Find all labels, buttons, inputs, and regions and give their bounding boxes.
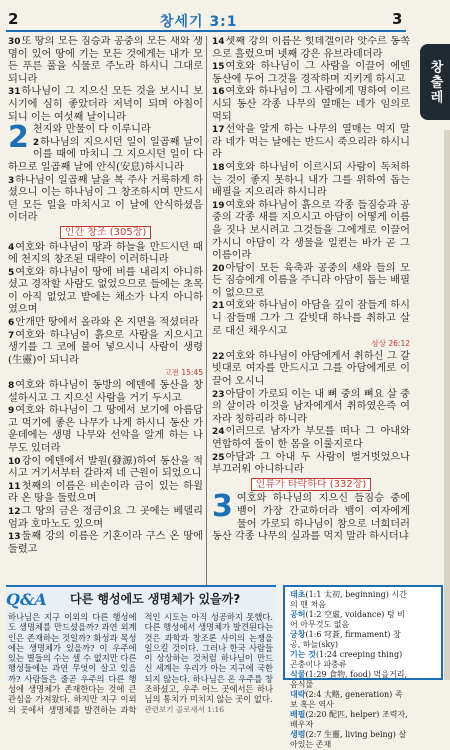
verse [212, 200, 410, 263]
section-heading [8, 227, 203, 240]
glossary-list [290, 590, 410, 750]
section-heading-text: 인간 창조 (305장) [60, 226, 152, 239]
glossary-entry [290, 630, 410, 650]
glossary-definition: (2:20 配匹, helper) 조력자, 배우자 [290, 710, 408, 729]
verse [212, 300, 410, 338]
verse-text: 안개만 땅에서 올라와 온 지면을 적셨더라 [15, 317, 199, 329]
verse-text: 그 땅의 금은 정금이요 그 곳에는 베델리엄과 호마노도 있으며 [8, 505, 203, 530]
verse-text: 여호와 하나님이 이르시되 사람이 독처하는 것이 좋지 못하니 내가 그를 위하여 돕는 배필을 지으리라 하시니라 [212, 161, 410, 199]
verse-number: 10 [8, 456, 21, 467]
cross-reference: 고전 15:45 [164, 368, 203, 378]
verse-number: 12 [8, 506, 21, 517]
verse-number: 13 [8, 532, 21, 543]
page-edge [444, 130, 450, 680]
verse-text: 여호와 하나님의 지으신 들짐승 중에 뱀이 가장 간교하더라 뱀이 여자에게 물어 가로되 하나님이 참으로 너희더러 동산 각종 나무의 실과를 먹지 말라 하시더냐 [212, 493, 410, 543]
verse-number: 16 [212, 87, 225, 98]
verse-number: 9 [8, 406, 15, 417]
chapter-number: 3 [212, 489, 233, 525]
glossary-definition: (1:24 creeping thing) 곤충이나 파충류 [290, 650, 403, 669]
glossary-entry [290, 690, 410, 710]
verse-number: 21 [212, 301, 225, 312]
verse-number: 2 [32, 137, 40, 148]
verse-number: 4 [8, 242, 15, 253]
verse-number: 15 [212, 62, 225, 73]
verse-number: 6 [8, 318, 15, 329]
glossary-term: 배필 [290, 710, 306, 719]
qa-body-text: 하나님은 지구 이외의 다른 행성에도 생명체를 만드셨을까? 과연 외계인은 존재하는 것일까? 화성과 목성에는 생명체가 있을까? 이 우주에 있는 별들의 수는 셀 수 없지만 다른 행성들에는 과연 무엇이 살고 있을까? 사람들은 줄곧 우주의 다른 행성에 생명체가 존재한다는 것에 큰 관심을 가져왔다. 하지만 지구 이외의 곳에서 생명체를 발견하는 과학적인 시도는 아직 성공하지 못했다. 다른 행성에서 생명체가 발견된다는 것은 과학과 창조론 사이의 논쟁을 일으킬 것이다. 그러나 한국 사람들이 상상하는 것처럼 하나님이 만드신 세계는 우리가 아는 지구에 국한되지 않는다. 하나님은 온 우주를 창조하셨고, 우주 어느 곳에서든 하나님의 통치가 미치지 않는 곳이 없다. [8, 612, 273, 715]
verse [212, 61, 410, 86]
verse-text: 하나님의 지으시던 일이 일곱째 날이 이를 때에 마치니 그 지으시던 일이 다하므로 일곱째 날에 안식(安息)하시니라 [8, 136, 203, 173]
verse-text: 강이 에덴에서 발원(發源)하여 동산을 적시고 거기서부터 갈라져 네 근원이 되었으니 [8, 455, 203, 480]
verse-text: 여호와 하나님이 아담에게서 취하신 그 갈빗대로 여자를 만드시고 그를 아담에게로 이끌어 오시니 [212, 350, 410, 388]
verse-text: 아담과 그 아내 두 사람이 벌거벗었으나 부끄러워 아니하니라 [212, 451, 410, 476]
verse [212, 351, 410, 389]
verse [212, 489, 410, 543]
verse-text: 여호와 하나님이 그 땅에서 보기에 아름답고 먹기에 좋은 나무가 나게 하시니 동산 가운데에는 생명 나무와 선악을 알게 하는 나무도 있더라 [8, 405, 203, 454]
verse-text: 여호와 하나님이 동방의 에덴에 동산을 창설하시고 그 지으신 사람을 거기 두시고 [8, 380, 203, 404]
verse [8, 380, 203, 405]
verse [8, 137, 203, 175]
book-tab[interactable]: 창출레 [420, 44, 450, 120]
verse-number: 24 [212, 427, 225, 438]
verse [212, 124, 410, 162]
verse [8, 481, 203, 506]
glossary-definition: (1:6 穹蒼, firmament) 창공, 하늘(sky) [290, 630, 401, 649]
verse [8, 405, 203, 455]
verse [212, 36, 410, 61]
verse [8, 242, 203, 267]
verse-text: 아담이 가로되 이는 내 뼈 중의 뼈요 살 중의 살이라 이것을 남자에게서 취하였은즉 여자라 칭하리라 하니라 [212, 388, 410, 425]
column-divider [206, 36, 207, 586]
page-header [0, 10, 450, 32]
verse [212, 86, 410, 124]
verse-text: 여호와 하나님이 흙으로 사람을 지으시고 생기를 그 코에 불어 넣으시니 사람이 생령(生靈)이 되니라 [8, 329, 203, 366]
verse-text: 셋째 강의 이름은 힛데겔이라 앗수르 동쪽으로 흘렀으며 넷째 강은 유브라데더라 [212, 36, 410, 60]
verse-text: 천지와 만물이 다 이루니라 [32, 124, 151, 136]
verse-number: 7 [8, 330, 15, 341]
section-heading [212, 479, 410, 492]
right-column [212, 36, 410, 548]
verse-number: 14 [212, 37, 225, 47]
glossary-term: 태초 [290, 590, 306, 599]
running-title: 창세기 3:1 [160, 14, 238, 30]
verse-text: 하나님이 그 지으신 모든 것을 보시니 보시기에 심히 좋았더라 저녁이 되며 아침이 되니 이는 여섯째 날이니라 [8, 86, 203, 123]
glossary-term: 식물 [290, 670, 306, 679]
verse-number: 17 [212, 125, 225, 136]
verse [212, 452, 410, 477]
verse-text: 둘째 강의 이름은 기혼이라 구스 온 땅에 둘렸고 [8, 531, 203, 555]
qa-title: 다른 행성에도 생명체가 있을까? [70, 592, 241, 606]
verse [212, 162, 410, 200]
left-column [8, 36, 203, 586]
verse-text: 이러므로 남자가 부모를 떠나 그 아내와 연합하여 둘이 한 몸을 이룰지로다 [212, 426, 410, 450]
left-page-number: 2 [8, 10, 19, 28]
verse-number: 8 [8, 381, 15, 392]
glossary-definition: (2:7 生靈, living being) 살아있는 존재 [290, 730, 407, 749]
verse-number: 31 [8, 87, 21, 98]
glossary-definition: (1:29 食物, food) 먹을거리, 음식물 [290, 670, 408, 689]
glossary-definition: (1:2 空虛, voidance) 텅 비어 아무것도 없음 [290, 610, 405, 629]
verse-text: 여호와 하나님이 아담을 깊이 잠들게 하시니 잠들매 그가 그 갈빗대 하나를 취하고 살로 대신 채우시고 [212, 300, 410, 337]
cross-reference: 삼상 26:12 [371, 339, 410, 349]
qa-body [8, 612, 273, 715]
verse [212, 389, 410, 427]
verse [8, 86, 203, 124]
glossary-entry [290, 650, 410, 670]
verse-number: 3 [8, 175, 15, 186]
qa-logo: Q&A [6, 590, 47, 609]
verse-text: 첫째의 이름은 비손이라 금이 있는 하윌라 온 땅을 둘렀으며 [8, 480, 203, 505]
verse [8, 330, 203, 368]
glossary-term: 공허 [290, 610, 306, 619]
glossary-term: 기는 것 [290, 650, 316, 659]
verse-number: 11 [8, 481, 21, 492]
verse [8, 175, 203, 225]
glossary-entry [290, 670, 410, 690]
verse-number: 25 [212, 452, 225, 463]
chapter-number: 2 [8, 120, 29, 156]
glossary-definition: (1:1 太初, beginning) 시간의 맨 처음 [290, 590, 407, 609]
verse [8, 531, 203, 556]
verse-text: 여호와 하나님이 땅과 하늘을 만드시던 때에 천지의 창조된 대략이 이러하니라 [8, 241, 203, 266]
verse-number: 20 [212, 263, 225, 274]
verse-number: 23 [212, 389, 225, 400]
verse-number: 22 [212, 351, 225, 362]
glossary-entry [290, 610, 410, 630]
section-heading-text: 인류가 타락하다 (332장) [251, 478, 372, 491]
verse-number: 30 [8, 37, 21, 47]
verse-number: 18 [212, 162, 225, 173]
right-page-number: 3 [392, 10, 403, 28]
glossary-entry [290, 730, 410, 750]
verse-text: 아담이 모든 육축과 공중의 새와 들의 모든 짐승에게 이름을 주니라 아담이 돕는 배필이 없으므로 [212, 262, 410, 299]
glossary-term: 대략 [290, 690, 306, 699]
verse [8, 506, 203, 531]
verse-text: 여호와 하나님이 흙으로 각종 들짐승과 공중의 각종 새를 지으시고 아담이 어떻게 이름을 짓나 보시려고 그것들을 그에게로 이끌어 가시니 아담이 각 생물을 일컫는 바가 곧 그 이름이라 [212, 199, 410, 262]
verse [8, 317, 203, 330]
glossary-definition: (2:4 大略, generation) 족보 혹은 역사 [290, 690, 403, 709]
verse-number: 5 [8, 267, 15, 278]
verse-text: 하나님이 일곱째 날을 복 주사 거룩하게 하셨으니 이는 하나님이 그 창조하시며 만드시던 모든 일을 마치시고 이 날에 안식하셨음이더라 [8, 174, 203, 224]
glossary-term: 궁창 [290, 630, 306, 639]
verse [212, 426, 410, 451]
verse-text: 여호와 하나님이 그 사람을 이끌어 에덴 동산에 두어 그것을 경작하며 지키게 하시고 [212, 61, 410, 85]
verse [8, 267, 203, 317]
verse [8, 36, 203, 86]
verse [212, 263, 410, 301]
header-rule [6, 30, 406, 32]
verse-text: 선악을 알게 하는 나무의 열매는 먹지 말라 네가 먹는 날에는 반드시 죽으리라 하시니라 [212, 124, 410, 161]
glossary-entry [290, 710, 410, 730]
qa-reference: 관련보기 골로새서 1:16 [144, 704, 225, 714]
verse-text: 여호와 하나님이 땅에 비를 내리지 아니하셨고 경작할 사람도 없었으므로 들에는 초목이 아직 없었고 밭에는 채소가 나지 아니하였으며 [8, 266, 203, 316]
glossary-entry [290, 590, 410, 610]
glossary-term: 생령 [290, 730, 306, 739]
verse-number: 19 [212, 200, 225, 211]
verse-text: 여호와 하나님이 그 사람에게 명하여 이르시되 동산 각종 나무의 열매는 네가 임의로 먹되 [212, 86, 410, 123]
verse-text: 또 땅의 모든 짐승과 공중의 모든 새와 생명이 있어 땅에 기는 모든 것에게는 내가 모든 푸른 풀을 식물로 주노라 하시니 그대로 되니라 [8, 36, 203, 85]
verse [8, 456, 203, 481]
